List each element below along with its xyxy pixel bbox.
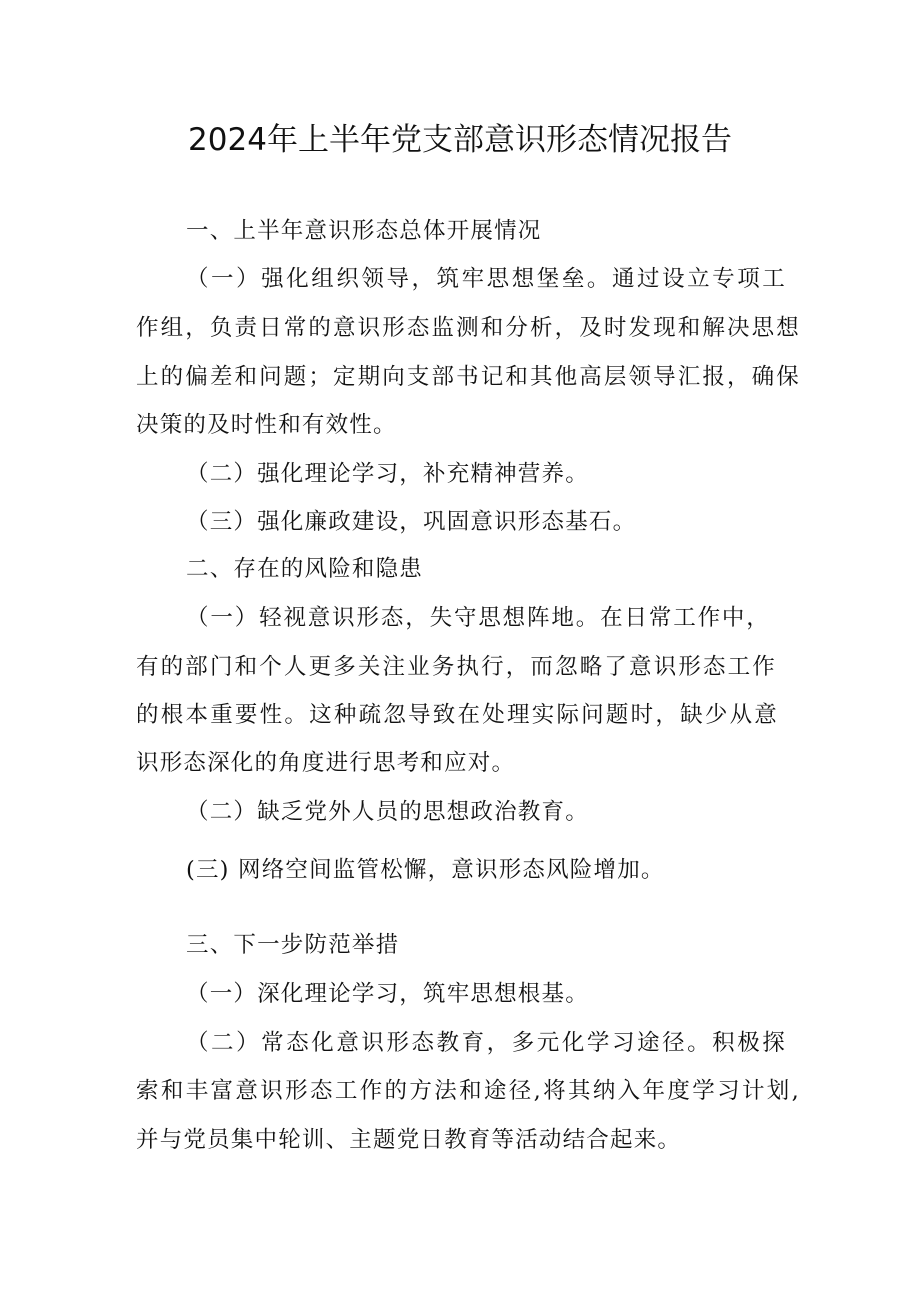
paragraph-line: （三）强化廉政建设，巩固意识形态基石。	[186, 509, 637, 535]
paragraph-line: 索和丰富意识形态工作的方法和途径,将其纳入年度学习计划,	[136, 1078, 800, 1104]
paragraph-line: (三) 网络空间监管松懈，意识形态风险增加。	[186, 857, 665, 883]
paragraph-line: （二）缺乏党外人员的思想政治教育。	[186, 799, 589, 825]
document-title: 2024年上半年党支部意识形态情况报告	[188, 122, 732, 158]
paragraph-line: （二）常态化意识形态教育，多元化学习途径。积极探	[186, 1030, 786, 1056]
paragraph-line: 的根本重要性。这种疏忽导致在处理实际问题时，缺少从意	[136, 702, 778, 728]
section-heading-3: 三、下一步防范举措	[186, 932, 400, 958]
section-heading-2: 二、存在的风险和隐患	[186, 556, 424, 582]
paragraph-line: 上的偏差和问题；定期向支部书记和其他高层领导汇报，确保	[136, 364, 800, 390]
paragraph-line: 作组，负责日常的意识形态监测和分析，及时发现和解决思想	[136, 315, 800, 341]
paragraph-line: 识形态深化的角度进行思考和应对。	[136, 750, 516, 776]
paragraph-line: 决策的及时性和有效性。	[136, 412, 397, 438]
paragraph-line: 有的部门和个人更多关注业务执行，而忽略了意识形态工作	[136, 654, 776, 680]
paragraph-line: （二）强化理论学习，补充精神营养。	[186, 461, 589, 487]
section-heading-1: 一、上半年意识形态总体开展情况	[186, 218, 542, 244]
paragraph-line: （一）强化组织领导，筑牢思想堡垒。通过设立专项工	[186, 266, 786, 292]
paragraph-line: 并与党员集中轮训、主题党日教育等活动结合起来。	[136, 1127, 682, 1153]
paragraph-line: （一）轻视意识形态，失守思想阵地。在日常工作中，	[186, 605, 770, 631]
paragraph-line: （一）深化理论学习，筑牢思想根基。	[186, 981, 589, 1007]
